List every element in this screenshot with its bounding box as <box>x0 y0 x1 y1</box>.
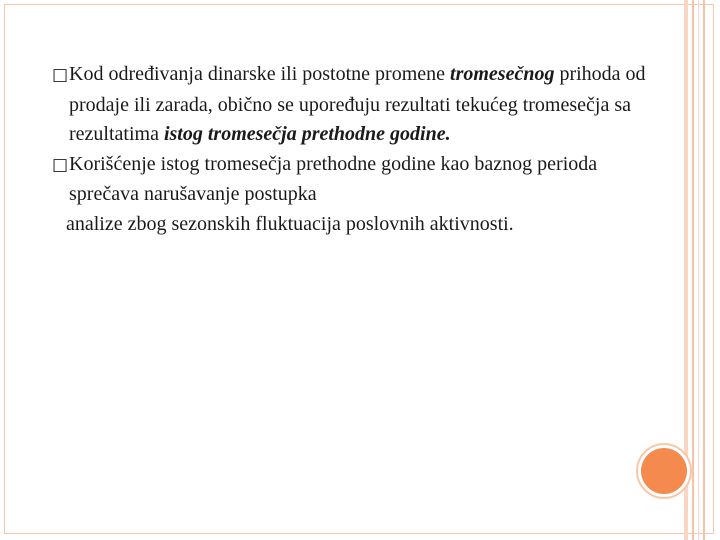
bullet-paragraph-2 <box>52 150 672 210</box>
decor-stripe <box>703 0 705 540</box>
text-segment: Korišćenje istog tromesečja prethodne godine kao baznog perioda sprečava narušavanje postupka <box>69 152 598 205</box>
bullet-box-icon: □ <box>52 154 69 175</box>
text-segment: prihoda od prodaje ili zarada, obično se upoređuju rezultati tekućeg tromesečja sa rezultatima <box>69 63 646 145</box>
continuation-line: analize zbog sezonskih fluktuacija poslovnih aktivnosti. <box>66 212 514 235</box>
text-segment: Kod određivanja dinarske ili postotne promene <box>69 63 451 85</box>
decor-stripe <box>692 0 694 540</box>
bullet-box-icon: □ <box>52 65 69 85</box>
emphasis-text: tromesečnog <box>450 63 555 85</box>
decor-circle <box>641 448 687 494</box>
slide-body <box>52 60 672 239</box>
emphasis-text: istog tromesečja prethodne godine. <box>163 123 451 145</box>
bullet-paragraph-1 <box>52 60 672 150</box>
decor-stripe <box>684 0 688 540</box>
decor-stripe <box>698 0 699 540</box>
